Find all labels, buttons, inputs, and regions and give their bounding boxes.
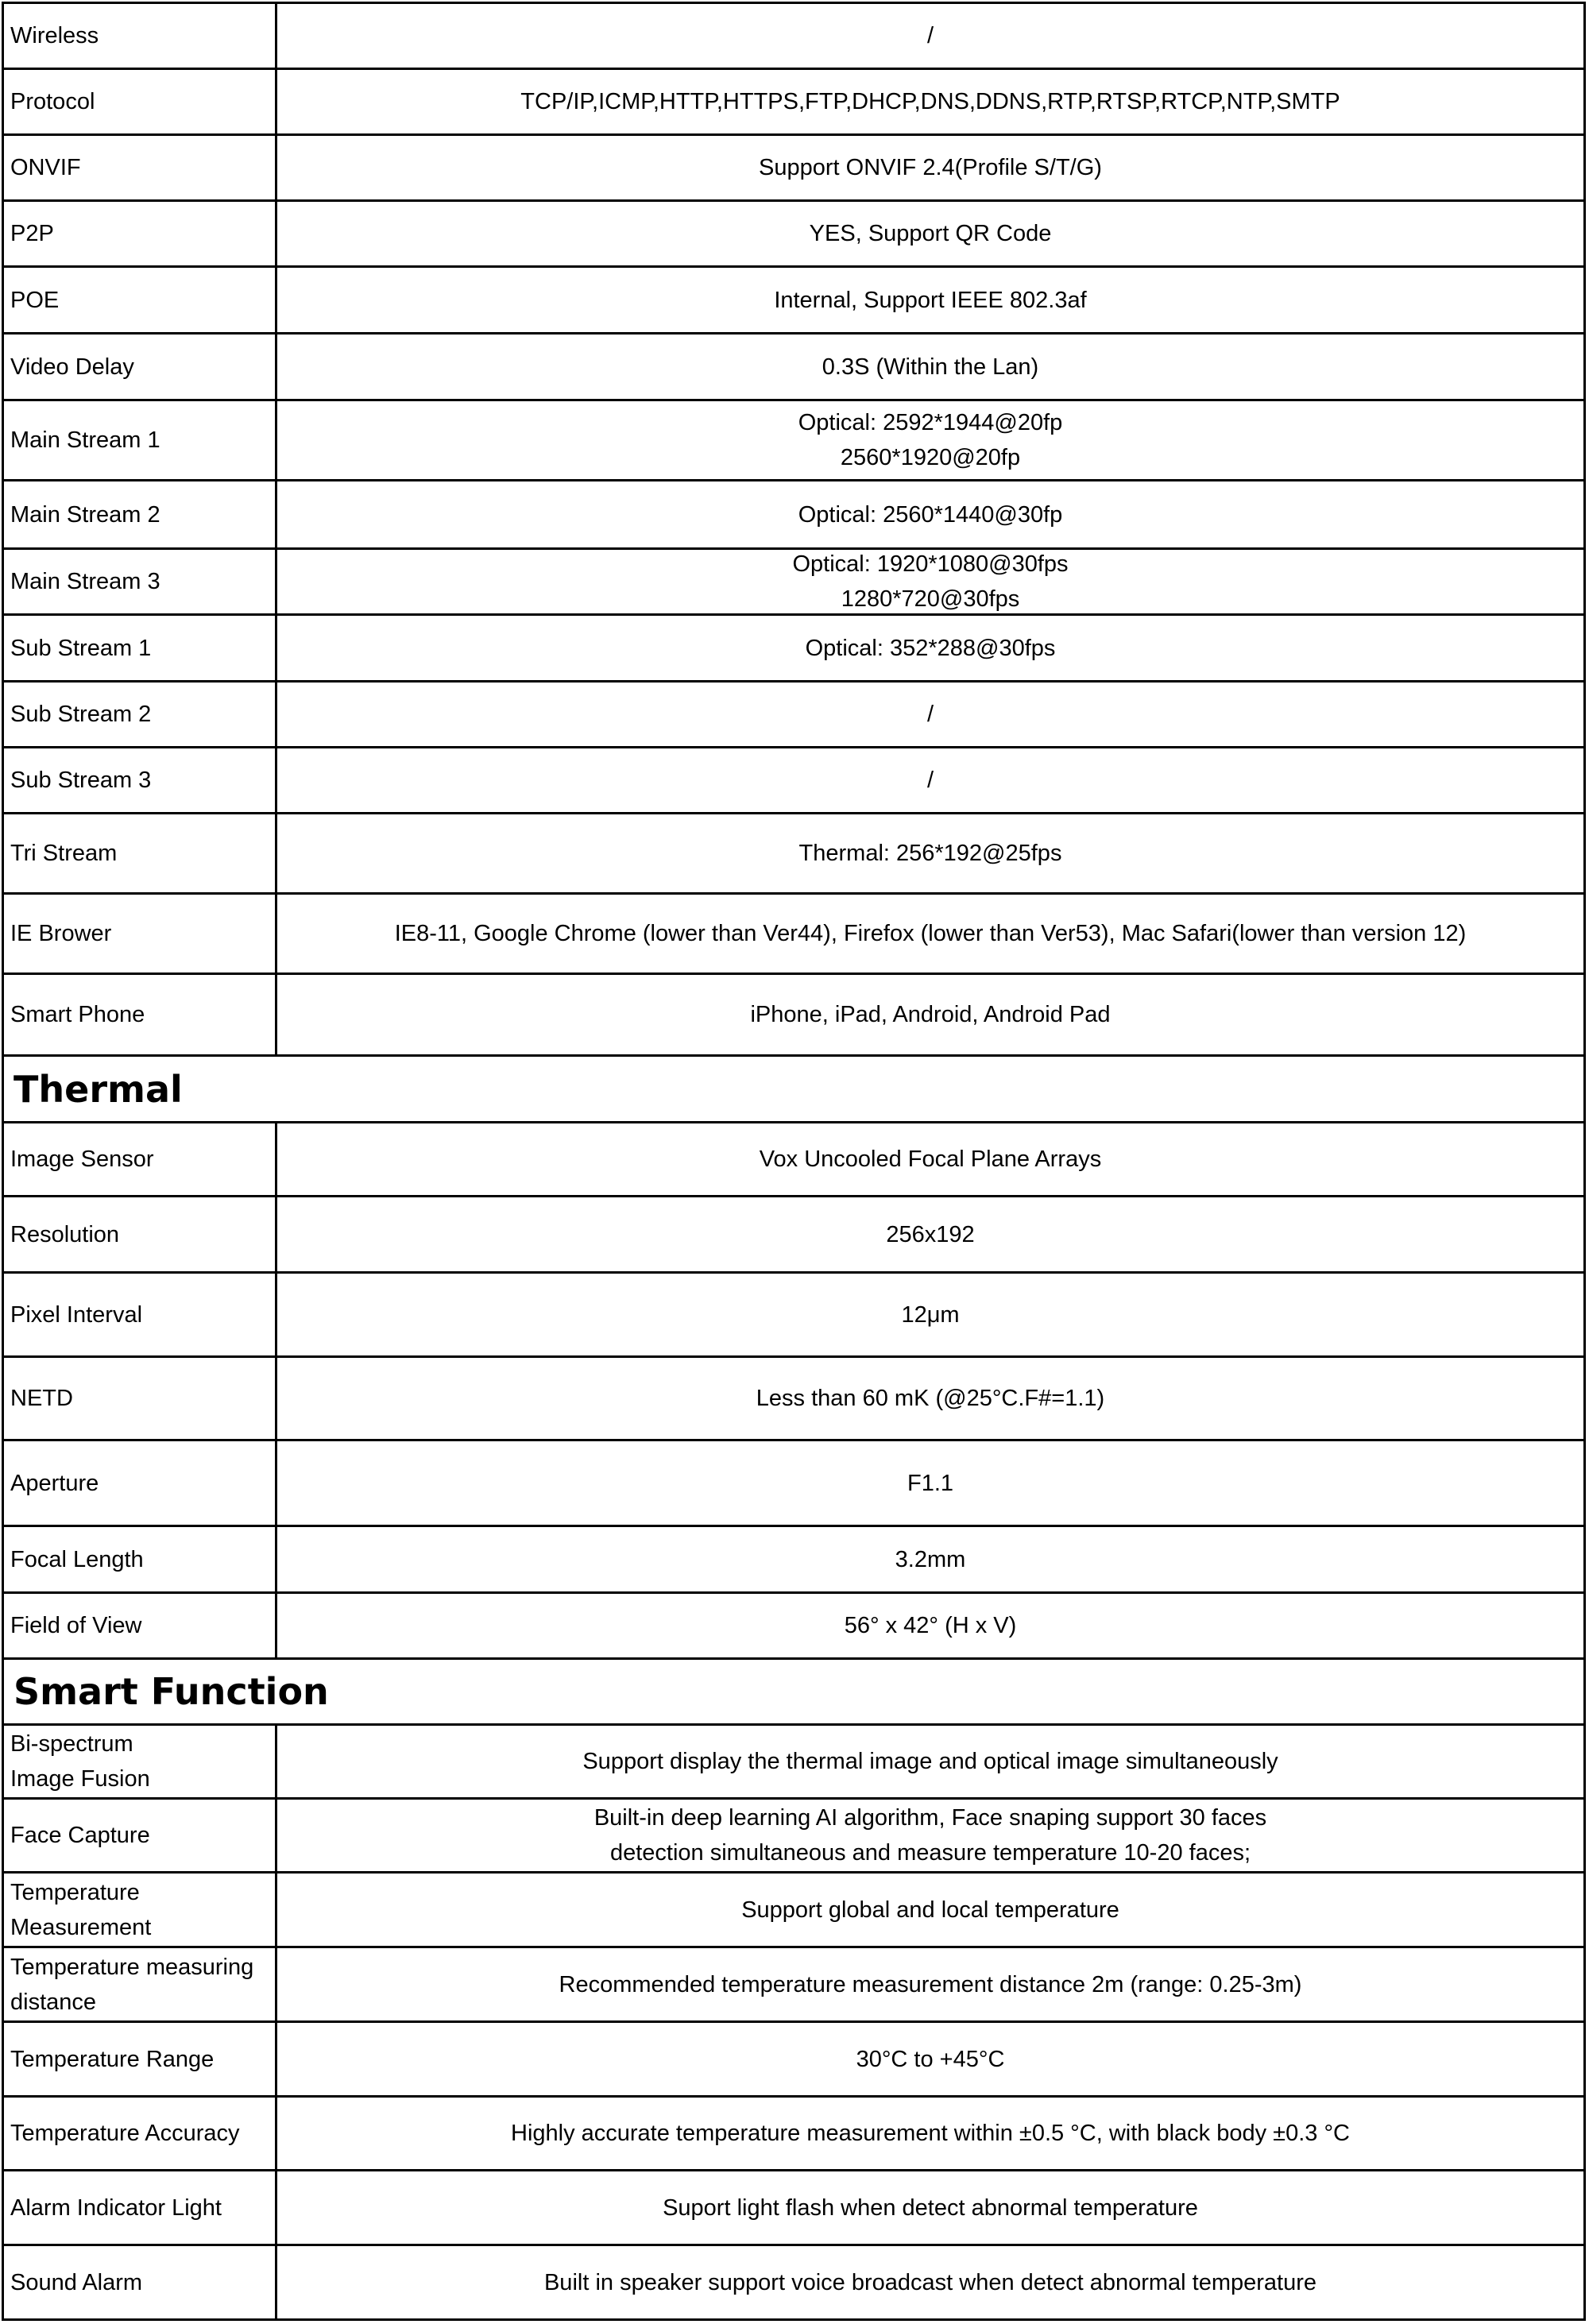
spec-label: Sub Stream 3 [4, 748, 277, 812]
spec-label: Field of View [4, 1594, 277, 1657]
spec-row-aperture [2, 1439, 1586, 1527]
spec-row-main-stream-3 [2, 547, 1586, 616]
spec-value: Optical: 1920*1080@30fps 1280*720@30fps [792, 551, 1069, 612]
spec-row-wireless [2, 2, 1586, 70]
section-heading-thermal: Thermal [2, 1054, 1586, 1123]
spec-label: Alarm Indicator Light [4, 2171, 277, 2244]
spec-label: P2P [4, 202, 277, 265]
spec-label: Main Stream 3 [4, 550, 277, 613]
spec-value: Optical: 2592*1944@20fp 2560*1920@20fp [798, 410, 1063, 470]
spec-value: Vox Uncooled Focal Plane Arrays [759, 1147, 1102, 1172]
spec-label: Face Capture [4, 1800, 277, 1871]
spec-row-pixel-interval [2, 1271, 1586, 1358]
spec-value: Thermal: 256*192@25fps [798, 841, 1062, 866]
spec-label: Image Sensor [4, 1123, 277, 1195]
spec-value: 0.3S (Within the Lan) [822, 354, 1039, 380]
spec-row-sound-alarm [2, 2244, 1586, 2321]
spec-value: YES, Support QR Code [809, 221, 1052, 246]
spec-label: NETD [4, 1358, 277, 1439]
spec-value: Internal, Support IEEE 802.3af [774, 287, 1087, 313]
spec-row-poe [2, 265, 1586, 334]
spec-label: Tri Stream [4, 814, 277, 892]
spec-row-temperature-accuracy [2, 2095, 1586, 2171]
spec-row-alarm-indicator-light [2, 2169, 1586, 2246]
section-heading-smart-function: Smart Function [2, 1657, 1586, 1726]
spec-label: Smart Phone [4, 975, 277, 1054]
spec-value: Optical: 2560*1440@30fp [798, 501, 1063, 528]
spec-label: Aperture [4, 1441, 277, 1525]
spec-row-temperature-range [2, 2020, 1586, 2098]
spec-row-p2p [2, 199, 1586, 268]
spec-label: Protocol [4, 70, 277, 133]
spec-row-netd [2, 1355, 1586, 1441]
spec-value: Recommended temperature measurement distance 2m (range: 0.25-3m) [559, 1971, 1302, 1997]
spec-row-temperature-distance [2, 1946, 1586, 2023]
spec-row-field-of-view [2, 1591, 1586, 1660]
spec-row-tri-stream [2, 812, 1586, 895]
spec-value: Highly accurate temperature measurement within ±0.5 °C, with black body ±0.3 °C [511, 2121, 1350, 2146]
spec-value: / [926, 23, 934, 48]
spec-value: Support display the thermal image and optical image simultaneously [582, 1749, 1278, 1774]
spec-value: Optical: 352*288@30fps [805, 635, 1056, 661]
spec-value: 256x192 [886, 1221, 975, 1247]
spec-label: Sub Stream 1 [4, 616, 277, 680]
spec-label: IE Brower [4, 895, 277, 973]
spec-label: Temperature Range [4, 2023, 277, 2095]
spec-label: Temperature measuring distance [4, 1948, 277, 2020]
spec-row-main-stream-2 [2, 479, 1586, 550]
spec-label: Video Delay [4, 334, 277, 399]
spec-value: iPhone, iPad, Android, Android Pad [750, 1002, 1111, 1027]
spec-value: 12μm [901, 1301, 960, 1328]
spec-value: TCP/IP,ICMP,HTTP,HTTPS,FTP,DHCP,DNS,DDNS,RTP,RTSP,RTCP,NTP,SMTP [520, 89, 1340, 114]
spec-row-focal-length [2, 1525, 1586, 1594]
spec-label: Main Stream 2 [4, 481, 277, 547]
spec-value: IE8-11, Google Chrome (lower than Ver44), Firefox (lower than Ver53), Mac Safari(lower than version 12) [394, 921, 1467, 946]
spec-value: F1.1 [907, 1470, 954, 1496]
spec-row-ie-browser [2, 892, 1586, 975]
spec-label: Focal Length [4, 1527, 277, 1591]
spec-row-face-capture [2, 1797, 1586, 1874]
spec-label: Main Stream 1 [4, 401, 277, 479]
spec-value: Support global and local temperature [741, 1897, 1119, 1923]
spec-value: Support ONVIF 2.4(Profile S/T/G) [759, 155, 1102, 180]
spec-value: Suport light flash when detect abnormal temperature [663, 2194, 1198, 2221]
spec-row-bi-spectrum [2, 1723, 1586, 1800]
spec-row-main-stream-1 [2, 399, 1586, 481]
spec-value: Built-in deep learning AI algorithm, Face snaping support 30 faces detection simultaneous and measure temperature 10-20 faces; [593, 1805, 1267, 1866]
spec-label: Sub Stream 2 [4, 683, 277, 746]
spec-label: Temperature Accuracy [4, 2098, 277, 2169]
spec-value: Built in speaker support voice broadcast when detect abnormal temperature [543, 2269, 1317, 2295]
spec-row-video-delay [2, 332, 1586, 401]
spec-label: Resolution [4, 1197, 277, 1271]
spec-label: POE [4, 268, 277, 332]
spec-label: ONVIF [4, 136, 277, 199]
spec-row-image-sensor [2, 1121, 1586, 1197]
spec-row-sub-stream-2 [2, 680, 1586, 748]
spec-value: / [926, 768, 934, 793]
spec-value: Less than 60 mK (@25°C.F#=1.1) [756, 1386, 1105, 1411]
spec-row-sub-stream-3 [2, 746, 1586, 814]
spec-row-smart-phone [2, 973, 1586, 1057]
spec-value: / [926, 702, 934, 727]
spec-value: 30°C to +45°C [856, 2046, 1005, 2072]
spec-label: Temperature Measurement [4, 1874, 277, 1946]
spec-label: Wireless [4, 4, 277, 68]
spec-row-onvif [2, 133, 1586, 202]
spec-label: Pixel Interval [4, 1274, 277, 1355]
spec-row-temperature-measurement [2, 1871, 1586, 1948]
spec-row-sub-stream-1 [2, 613, 1586, 683]
spec-value: 56° x 42° (H x V) [844, 1613, 1017, 1638]
spec-row-resolution [2, 1195, 1586, 1274]
spec-label: Bi-spectrum Image Fusion [4, 1726, 277, 1797]
spec-label: Sound Alarm [4, 2246, 277, 2318]
spec-row-protocol [2, 68, 1586, 136]
spec-value: 3.2mm [895, 1546, 966, 1572]
